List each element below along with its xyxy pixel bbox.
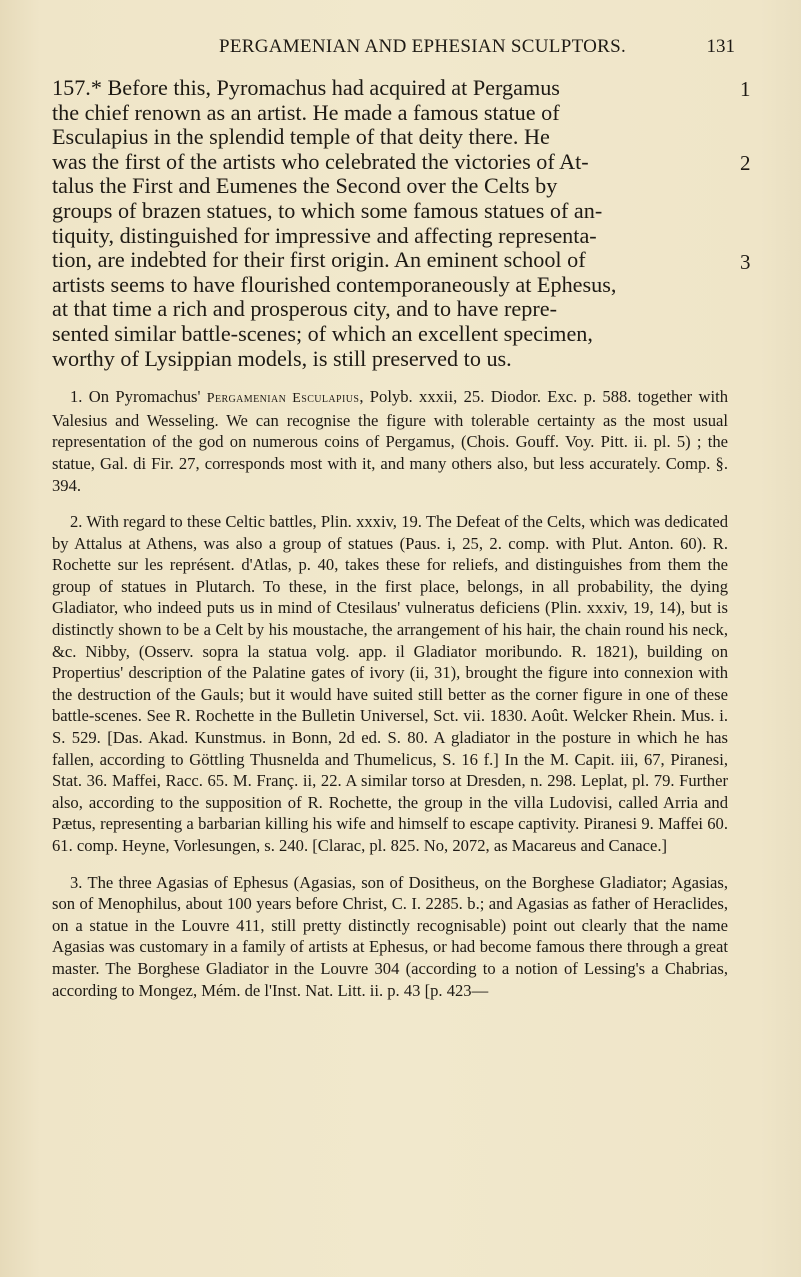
margin-number-1: 1 [740,77,751,101]
footnote-1-smallcaps: Pergamenian Esculapius [206,391,360,407]
footnote-1 [52,386,728,496]
footnote-1-rest: , Polyb. xxxii, 25. Diodor. Exc. p. 588. together with Valesius and Wesseling. We can recognise the figure with tolerable certainty as the most usual representation of the god on numerous coins of Pergamus, (Chois. Gouff. Voy. Pitt. ii. pl. 5) ; the statue, Gal. di Fir. 27, corresponds most with it, and many others also, but less accurately. Comp. §. 394. [52,387,728,495]
main-line: tiquity, distinguished for impressive and affecting representa- [52,222,597,248]
page-number: 131 [706,36,735,57]
main-line: at that time a rich and prosperous city, and to have repre- [52,296,557,322]
running-header [110,36,735,62]
main-line: the chief renown as an artist. He made a famous statue of [52,99,560,125]
main-paragraph [52,76,728,371]
margin-number-2: 2 [740,151,751,175]
main-line: tion, are indebted for their first origin. An eminent school of [52,247,586,273]
main-line: worthy of Lysippian models, is still preserved to us. [52,345,512,371]
main-line: talus the First and Eumenes the Second over the Celts by [52,173,558,199]
footnote-2: 2. With regard to these Celtic battles, Plin. xxxiv, 19. The Defeat of the Celts, which was dedicated by Attalus at Athens, was also a group of statues (Paus. i, 25, 2. comp. with Plut. Anton. 60). R. Rochette sur les représent. d'Atlas, p. 40, takes these for reliefs, and distinguishes from them the group of statues in Plutarch. To these, in the first place, belongs, in all probability, the dying Gladiator, who indeed puts us in mind of Ctesilaus' vulneratus deficiens (Plin. xxxiv, 19, 14), but is distinctly shown to be a Celt by his moustache, the arrangement of his hair, the chain round his neck, &c. Nibby, (Osserv. sopra la statua volg. app. il Gladiator moribundo. R. 1821), building on Propertius' description of the Palatine gates of ivory (ii, 31), brought the figure into connexion with the destruction of the Gauls; but it would have suited still better as the corner figure in one of these battle-scenes. See R. Rochette in the Bulletin Universel, Sct. vii. 1830. Août. Welcker Rhein. Mus. i. S. 529. [Das. Akad. Kunstmus. in Bonn, 2d ed. S. 80. A gladiator in the posture in which he has fallen, according to Göttling Thusnelda and Thumelicus, S. 16 f.] In the M. Capit. iii, 67, Piranesi, Stat. 36. Maffei, Racc. 65. M. Franç. ii, 22. A similar torso at Dresden, n. 298. Leplat, pl. 79. Further also, according to the supposition of R. Rochette, the group in the villa Ludovisi, called Arria and Pætus, representing a barbarian killing his wife and himself to escape captivity. Piranesi 9. Maffei 60. 61. comp. Heyne, Vorlesungen, s. 240. [Clarac, pl. 825. No, 2072, as Macareus and Canace.] [52,512,728,855]
main-line: was the first of the artists who celebrated the victories of At- [52,148,589,174]
main-line: 157.* Before this, Pyromachus had acquired at Pergamus [52,75,560,100]
main-line: sented similar battle-scenes; of which an excellent specimen, [52,320,593,346]
running-title: PERGAMENIAN AND EPHESIAN SCULPTORS. [218,36,627,57]
body-text [52,76,728,1001]
footnote-1-lead: 1. On Pyromachus' [70,387,207,407]
main-line: Esculapius in the splendid temple of that deity there. He [52,124,550,150]
footnote-3: 3. The three Agasias of Ephesus (Agasias, son of Dositheus, on the Borghese Gladiator; Agasias, son of Menophilus, about 100 years before Christ, C. I. 2285. b.; and Agasias as father of Heraclides, on a statue in the Louvre 411, still pretty distinctly recognisable) point out clearly that the name Agasias was customary in a family of artists at Ephesus, or had become famous there through a great master. The Borghese Gladiator in the Louvre 304 (according to a notion of Lessing's a Chabrias, according to Mongez, Mém. de l'Inst. Nat. Litt. ii. p. 43 [p. 423— [52,872,728,1000]
margin-number-3: 3 [740,250,751,274]
main-line: groups of brazen statues, to which some famous statues of an- [52,197,603,223]
main-line: artists seems to have flourished contemporaneously at Ephesus, [52,271,617,297]
